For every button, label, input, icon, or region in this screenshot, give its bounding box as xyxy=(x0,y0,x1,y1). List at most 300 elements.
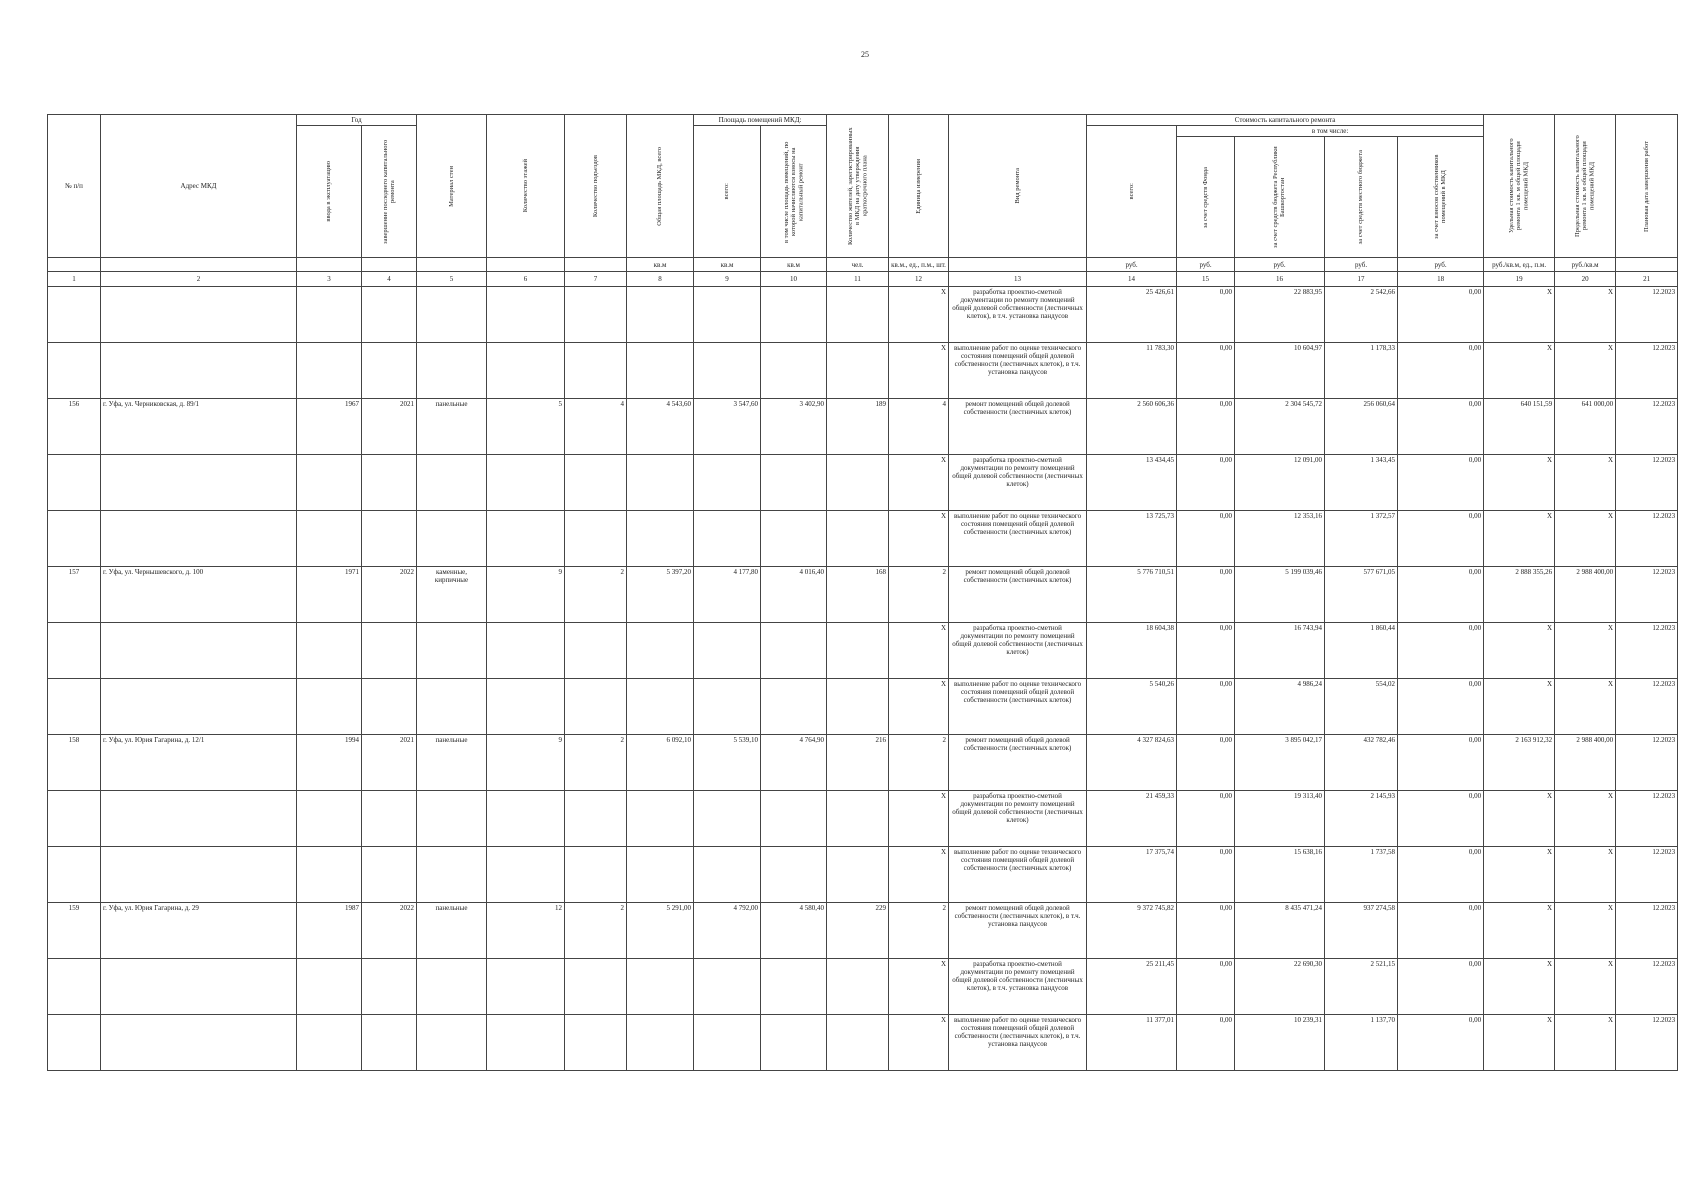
header-group-area: Площадь помещений МКД: xyxy=(694,115,827,126)
cell-addr xyxy=(101,623,297,679)
cell-f16: 10 239,31 xyxy=(1235,1015,1325,1071)
cell-y2 xyxy=(362,791,417,847)
cell-s xyxy=(627,623,694,679)
cell-total: 25 426,61 xyxy=(1087,287,1177,343)
cell-f20: X xyxy=(1555,679,1616,735)
cell-fl xyxy=(487,343,565,399)
cell-unit: X xyxy=(889,287,949,343)
cell-f17: 1 860,44 xyxy=(1325,623,1398,679)
cell-s10 xyxy=(761,959,827,1015)
cell-date: 12.2023 xyxy=(1616,1015,1678,1071)
cell-f20: X xyxy=(1555,455,1616,511)
cell-total: 18 604,38 xyxy=(1087,623,1177,679)
header-col16: за счет средств бюджета Республики Башкортостан xyxy=(1235,137,1325,258)
cell-fl xyxy=(487,455,565,511)
cell-fl xyxy=(487,511,565,567)
cell-pod xyxy=(565,511,627,567)
header-col5: Материал стен xyxy=(417,115,487,258)
cell-f20: X xyxy=(1555,623,1616,679)
header-col17: за счет средств местного бюджета xyxy=(1325,137,1398,258)
cell-ppl: 229 xyxy=(827,903,889,959)
cell-n: 159 xyxy=(48,903,101,959)
cell-date: 12.2023 xyxy=(1616,959,1678,1015)
cell-f19: X xyxy=(1484,903,1555,959)
cell-n: 157 xyxy=(48,567,101,623)
cell-y2 xyxy=(362,959,417,1015)
cell-n xyxy=(48,791,101,847)
cell-f19: 640 151,59 xyxy=(1484,399,1555,455)
cell-s9 xyxy=(694,847,761,903)
cell-addr xyxy=(101,511,297,567)
cell-s: 6 092,10 xyxy=(627,735,694,791)
cell-y2 xyxy=(362,343,417,399)
cell-pod: 4 xyxy=(565,399,627,455)
cell-s xyxy=(627,1015,694,1071)
cell-ppl xyxy=(827,455,889,511)
header-col4: завершение последнего капитального ремонта xyxy=(362,126,417,258)
cell-total: 5 540,26 xyxy=(1087,679,1177,735)
cell-fl: 9 xyxy=(487,567,565,623)
cell-ppl xyxy=(827,511,889,567)
cell-mat xyxy=(417,1015,487,1071)
cell-addr: г. Уфа, ул. Юрия Гагарина, д. 29 xyxy=(101,903,297,959)
cell-f15: 0,00 xyxy=(1177,1015,1235,1071)
cell-s: 5 291,00 xyxy=(627,903,694,959)
cell-f20: 2 988 400,00 xyxy=(1555,567,1616,623)
cell-work: выполнение работ по оценке технического состояния помещений общей долевой собственности (лестничных клеток), в т.ч. установка пандусов xyxy=(949,1015,1087,1071)
cell-f17: 2 145,93 xyxy=(1325,791,1398,847)
capital-repair-table xyxy=(47,114,1678,1071)
cell-y2 xyxy=(362,287,417,343)
cell-work: разработка проектно-сметной документации по ремонту помещений общей долевой собственности (лестничных клеток), в т.ч. установка пандусов xyxy=(949,287,1087,343)
cell-f16: 12 091,00 xyxy=(1235,455,1325,511)
cell-pod xyxy=(565,287,627,343)
cell-s10: 3 402,90 xyxy=(761,399,827,455)
header-col10: в том числе площадь помещений, по которой начисляются взносы на капитальный ремонт xyxy=(761,126,827,258)
cell-s9: 5 539,10 xyxy=(694,735,761,791)
cell-unit: X xyxy=(889,1015,949,1071)
cell-n xyxy=(48,1015,101,1071)
cell-f20: X xyxy=(1555,791,1616,847)
cell-f18: 0,00 xyxy=(1398,959,1484,1015)
cell-date: 12.2023 xyxy=(1616,735,1678,791)
cell-date: 12.2023 xyxy=(1616,343,1678,399)
cell-work: выполнение работ по оценке технического состояния помещений общей долевой собственности (лестничных клеток), в т.ч. установка пандусов xyxy=(949,343,1087,399)
cell-y2 xyxy=(362,679,417,735)
cell-s9: 3 547,60 xyxy=(694,399,761,455)
cell-f19: X xyxy=(1484,679,1555,735)
cell-addr xyxy=(101,679,297,735)
cell-y2 xyxy=(362,1015,417,1071)
page-number: 25 xyxy=(861,50,869,59)
cell-mat xyxy=(417,455,487,511)
cell-work: разработка проектно-сметной документации по ремонту помещений общей долевой собственности (лестничных клеток) xyxy=(949,455,1087,511)
cell-f19: X xyxy=(1484,791,1555,847)
cell-ppl xyxy=(827,791,889,847)
table-body xyxy=(48,287,1678,1071)
cell-f19: 2 163 912,32 xyxy=(1484,735,1555,791)
cell-f19: X xyxy=(1484,959,1555,1015)
cell-n xyxy=(48,343,101,399)
cell-addr xyxy=(101,791,297,847)
cell-pod xyxy=(565,623,627,679)
cell-ppl: 189 xyxy=(827,399,889,455)
cell-f16: 22 883,95 xyxy=(1235,287,1325,343)
cell-f19: X xyxy=(1484,343,1555,399)
cell-mat xyxy=(417,343,487,399)
cell-unit: X xyxy=(889,455,949,511)
cell-ppl xyxy=(827,847,889,903)
cell-date: 12.2023 xyxy=(1616,679,1678,735)
cell-y1: 1994 xyxy=(297,735,362,791)
cell-f17: 1 137,70 xyxy=(1325,1015,1398,1071)
cell-unit: 4 xyxy=(889,399,949,455)
cell-y1 xyxy=(297,1015,362,1071)
cell-y2 xyxy=(362,455,417,511)
cell-total: 13 434,45 xyxy=(1087,455,1177,511)
cell-ppl xyxy=(827,959,889,1015)
cell-addr: г. Уфа, ул. Чернышевского, д. 100 xyxy=(101,567,297,623)
cell-addr: г. Уфа, ул. Черниковская, д. 89/1 xyxy=(101,399,297,455)
cell-s xyxy=(627,959,694,1015)
cell-addr xyxy=(101,343,297,399)
cell-unit: X xyxy=(889,791,949,847)
cell-f17: 1 343,45 xyxy=(1325,455,1398,511)
cell-f18: 0,00 xyxy=(1398,735,1484,791)
cell-f16: 15 638,16 xyxy=(1235,847,1325,903)
cell-y1 xyxy=(297,623,362,679)
cell-n xyxy=(48,847,101,903)
cell-f17: 1 372,57 xyxy=(1325,511,1398,567)
cell-work: ремонт помещений общей долевой собственности (лестничных клеток) xyxy=(949,567,1087,623)
cell-s10 xyxy=(761,287,827,343)
cell-n: 156 xyxy=(48,399,101,455)
cell-addr xyxy=(101,847,297,903)
cell-y2 xyxy=(362,511,417,567)
cell-y1 xyxy=(297,679,362,735)
cell-addr: г. Уфа, ул. Юрия Гагарина, д. 12/1 xyxy=(101,735,297,791)
cell-f15: 0,00 xyxy=(1177,287,1235,343)
header-col11: Количество жителей, зарегистрированных в МКД на дату утверждения краткосрочного плана xyxy=(827,115,889,258)
cell-f15: 0,00 xyxy=(1177,847,1235,903)
cell-total: 25 211,45 xyxy=(1087,959,1177,1015)
header-col1: № п/п xyxy=(48,115,101,258)
cell-f19: X xyxy=(1484,1015,1555,1071)
cell-fl: 5 xyxy=(487,399,565,455)
cell-y2: 2022 xyxy=(362,903,417,959)
cell-pod xyxy=(565,679,627,735)
cell-unit: X xyxy=(889,511,949,567)
cell-pod xyxy=(565,791,627,847)
header-col21: Плановая дата завершения работ xyxy=(1616,115,1678,258)
cell-pod xyxy=(565,1015,627,1071)
table-row xyxy=(48,847,1678,903)
cell-n xyxy=(48,287,101,343)
cell-s9 xyxy=(694,455,761,511)
table-row xyxy=(48,343,1678,399)
cell-date: 12.2023 xyxy=(1616,511,1678,567)
header-col18: за счет взносов собственников помещений в МКД xyxy=(1398,137,1484,258)
cell-unit: X xyxy=(889,959,949,1015)
cell-mat xyxy=(417,511,487,567)
cell-f16: 2 304 545,72 xyxy=(1235,399,1325,455)
cell-total: 2 560 606,36 xyxy=(1087,399,1177,455)
cell-f18: 0,00 xyxy=(1398,511,1484,567)
cell-s xyxy=(627,287,694,343)
cell-work: разработка проектно-сметной документации по ремонту помещений общей долевой собственности (лестничных клеток) xyxy=(949,791,1087,847)
cell-f15: 0,00 xyxy=(1177,567,1235,623)
table-row xyxy=(48,903,1678,959)
cell-mat xyxy=(417,959,487,1015)
cell-f20: 2 988 400,00 xyxy=(1555,735,1616,791)
cell-addr xyxy=(101,287,297,343)
cell-s10: 4 580,40 xyxy=(761,903,827,959)
cell-s10 xyxy=(761,1015,827,1071)
cell-work: разработка проектно-сметной документации по ремонту помещений общей долевой собственности (лестничных клеток) xyxy=(949,623,1087,679)
cell-f19: X xyxy=(1484,455,1555,511)
cell-f15: 0,00 xyxy=(1177,791,1235,847)
cell-f16: 4 986,24 xyxy=(1235,679,1325,735)
cell-n xyxy=(48,959,101,1015)
cell-n xyxy=(48,511,101,567)
cell-f18: 0,00 xyxy=(1398,1015,1484,1071)
cell-y1 xyxy=(297,847,362,903)
table-header xyxy=(48,115,1678,287)
cell-f17: 1 737,58 xyxy=(1325,847,1398,903)
cell-f19: X xyxy=(1484,511,1555,567)
cell-work: выполнение работ по оценке технического состояния помещений общей долевой собственности (лестничных клеток) xyxy=(949,847,1087,903)
cell-mat xyxy=(417,847,487,903)
cell-y1: 1987 xyxy=(297,903,362,959)
cell-pod: 2 xyxy=(565,735,627,791)
cell-y1 xyxy=(297,791,362,847)
cell-s xyxy=(627,343,694,399)
header-group-year: Год xyxy=(297,115,417,126)
cell-f20: X xyxy=(1555,903,1616,959)
cell-f15: 0,00 xyxy=(1177,511,1235,567)
cell-f18: 0,00 xyxy=(1398,791,1484,847)
cell-f19: X xyxy=(1484,623,1555,679)
cell-s9 xyxy=(694,679,761,735)
cell-y1: 1967 xyxy=(297,399,362,455)
cell-n xyxy=(48,623,101,679)
cell-s10 xyxy=(761,343,827,399)
cell-pod xyxy=(565,959,627,1015)
cell-mat xyxy=(417,623,487,679)
cell-mat: панельные xyxy=(417,903,487,959)
cell-s xyxy=(627,455,694,511)
cell-s9: 4 792,00 xyxy=(694,903,761,959)
cell-mat: каменные, кирпичные xyxy=(417,567,487,623)
header-col14: всего: xyxy=(1087,126,1177,258)
cell-n: 158 xyxy=(48,735,101,791)
cell-f17: 256 060,64 xyxy=(1325,399,1398,455)
cell-pod: 2 xyxy=(565,903,627,959)
cell-f16: 8 435 471,24 xyxy=(1235,903,1325,959)
units-row: кв.м кв.м кв.м чел. кв.м., ед., п.м., шт. руб. руб. руб. руб. руб. руб./кв.м, ед., п.м. руб./кв.м xyxy=(48,258,1678,272)
cell-addr xyxy=(101,1015,297,1071)
cell-f18: 0,00 xyxy=(1398,903,1484,959)
cell-fl: 12 xyxy=(487,903,565,959)
cell-date: 12.2023 xyxy=(1616,567,1678,623)
cell-f18: 0,00 xyxy=(1398,623,1484,679)
cell-fl xyxy=(487,791,565,847)
cell-y2 xyxy=(362,847,417,903)
cell-s10 xyxy=(761,791,827,847)
cell-f15: 0,00 xyxy=(1177,399,1235,455)
cell-f15: 0,00 xyxy=(1177,735,1235,791)
cell-f20: 641 000,00 xyxy=(1555,399,1616,455)
cell-work: выполнение работ по оценке технического состояния помещений общей долевой собственности (лестничных клеток) xyxy=(949,679,1087,735)
cell-unit: 2 xyxy=(889,735,949,791)
cell-f15: 0,00 xyxy=(1177,343,1235,399)
cell-y1 xyxy=(297,343,362,399)
cell-ppl xyxy=(827,1015,889,1071)
cell-unit: 2 xyxy=(889,903,949,959)
cell-s9 xyxy=(694,1015,761,1071)
cell-mat: панельные xyxy=(417,735,487,791)
cell-s9 xyxy=(694,791,761,847)
cell-fl xyxy=(487,1015,565,1071)
table-row xyxy=(48,511,1678,567)
cell-f20: X xyxy=(1555,511,1616,567)
cell-f16: 3 895 042,17 xyxy=(1235,735,1325,791)
cell-f20: X xyxy=(1555,343,1616,399)
cell-total: 4 327 824,63 xyxy=(1087,735,1177,791)
cell-f16: 5 199 039,46 xyxy=(1235,567,1325,623)
cell-unit: X xyxy=(889,343,949,399)
cell-total: 11 377,01 xyxy=(1087,1015,1177,1071)
cell-s xyxy=(627,679,694,735)
cell-s9 xyxy=(694,287,761,343)
header-col20: Предельная стоимость капитального ремонта 1 кв. м общей площади помещений МКД xyxy=(1555,115,1616,258)
cell-unit: 2 xyxy=(889,567,949,623)
cell-unit: X xyxy=(889,623,949,679)
cell-f15: 0,00 xyxy=(1177,903,1235,959)
header-col8: Общая площадь МКД, всего xyxy=(627,115,694,258)
cell-s xyxy=(627,511,694,567)
cell-total: 9 372 745,82 xyxy=(1087,903,1177,959)
table-row xyxy=(48,791,1678,847)
cell-work: разработка проектно-сметной документации по ремонту помещений общей долевой собственности (лестничных клеток), в т.ч. установка пандусов xyxy=(949,959,1087,1015)
cell-date: 12.2023 xyxy=(1616,847,1678,903)
cell-f17: 2 542,66 xyxy=(1325,287,1398,343)
cell-f16: 22 690,30 xyxy=(1235,959,1325,1015)
cell-ppl xyxy=(827,623,889,679)
cell-f15: 0,00 xyxy=(1177,959,1235,1015)
cell-f15: 0,00 xyxy=(1177,455,1235,511)
cell-s9 xyxy=(694,343,761,399)
cell-work: ремонт помещений общей долевой собственности (лестничных клеток), в т.ч. установка пандусов xyxy=(949,903,1087,959)
cell-n xyxy=(48,455,101,511)
cell-s10 xyxy=(761,455,827,511)
cell-mat xyxy=(417,791,487,847)
cell-s9 xyxy=(694,511,761,567)
cell-f17: 577 671,05 xyxy=(1325,567,1398,623)
cell-f16: 10 604,97 xyxy=(1235,343,1325,399)
cell-total: 11 783,30 xyxy=(1087,343,1177,399)
cell-mat: панельные xyxy=(417,399,487,455)
cell-s10: 4 016,40 xyxy=(761,567,827,623)
header-col7: Количество подъездов xyxy=(565,115,627,258)
cell-f17: 554,02 xyxy=(1325,679,1398,735)
cell-unit: X xyxy=(889,847,949,903)
cell-f20: X xyxy=(1555,1015,1616,1071)
cell-date: 12.2023 xyxy=(1616,791,1678,847)
cell-y1 xyxy=(297,959,362,1015)
cell-f17: 2 521,15 xyxy=(1325,959,1398,1015)
table-row xyxy=(48,1015,1678,1071)
cell-y1 xyxy=(297,287,362,343)
cell-f18: 0,00 xyxy=(1398,847,1484,903)
cell-f17: 1 178,33 xyxy=(1325,343,1398,399)
cell-f16: 19 313,40 xyxy=(1235,791,1325,847)
header-group-cost: Стоимость капитального ремонта xyxy=(1087,115,1484,126)
cell-mat xyxy=(417,679,487,735)
cell-f18: 0,00 xyxy=(1398,343,1484,399)
table-row xyxy=(48,623,1678,679)
cell-f19: X xyxy=(1484,847,1555,903)
cell-s10 xyxy=(761,679,827,735)
cell-work: ремонт помещений общей долевой собственности (лестничных клеток) xyxy=(949,735,1087,791)
cell-f15: 0,00 xyxy=(1177,679,1235,735)
cell-unit: X xyxy=(889,679,949,735)
cell-total: 17 375,74 xyxy=(1087,847,1177,903)
cell-s: 4 543,60 xyxy=(627,399,694,455)
cell-s9 xyxy=(694,623,761,679)
cell-f18: 0,00 xyxy=(1398,567,1484,623)
cell-y2 xyxy=(362,623,417,679)
cell-work: ремонт помещений общей долевой собственности (лестничных клеток) xyxy=(949,399,1087,455)
cell-ppl xyxy=(827,679,889,735)
cell-f18: 0,00 xyxy=(1398,399,1484,455)
cell-pod: 2 xyxy=(565,567,627,623)
cell-addr xyxy=(101,455,297,511)
table-row xyxy=(48,567,1678,623)
cell-s: 5 397,20 xyxy=(627,567,694,623)
cell-y2: 2021 xyxy=(362,735,417,791)
cell-date: 12.2023 xyxy=(1616,903,1678,959)
cell-s10 xyxy=(761,511,827,567)
cell-f17: 937 274,58 xyxy=(1325,903,1398,959)
cell-ppl: 216 xyxy=(827,735,889,791)
cell-fl xyxy=(487,959,565,1015)
cell-ppl xyxy=(827,343,889,399)
cell-s9 xyxy=(694,959,761,1015)
cell-total: 13 725,73 xyxy=(1087,511,1177,567)
header-group-incl: в том числе: xyxy=(1177,126,1484,137)
cell-f20: X xyxy=(1555,847,1616,903)
table-row xyxy=(48,287,1678,343)
cell-f15: 0,00 xyxy=(1177,623,1235,679)
cell-total: 5 776 710,51 xyxy=(1087,567,1177,623)
cell-ppl xyxy=(827,287,889,343)
cell-date: 12.2023 xyxy=(1616,399,1678,455)
cell-f18: 0,00 xyxy=(1398,287,1484,343)
cell-date: 12.2023 xyxy=(1616,455,1678,511)
cell-f20: X xyxy=(1555,959,1616,1015)
table-row xyxy=(48,399,1678,455)
cell-s10: 4 764,90 xyxy=(761,735,827,791)
cell-y2: 2021 xyxy=(362,399,417,455)
cell-fl xyxy=(487,287,565,343)
cell-y1: 1971 xyxy=(297,567,362,623)
cell-pod xyxy=(565,455,627,511)
table-row xyxy=(48,679,1678,735)
cell-f16: 16 743,94 xyxy=(1235,623,1325,679)
cell-f18: 0,00 xyxy=(1398,455,1484,511)
cell-y1 xyxy=(297,455,362,511)
